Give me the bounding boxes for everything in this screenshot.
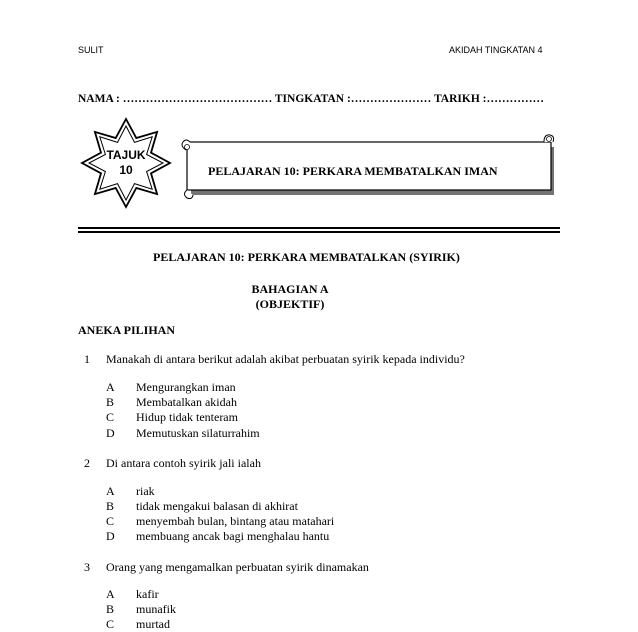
question-text: Di antara contoh syirik jali ialah bbox=[106, 456, 261, 470]
option-text: Mengurangkan iman bbox=[136, 380, 236, 394]
option-item bbox=[106, 587, 159, 602]
question-type-heading: ANEKA PILIHAN bbox=[78, 323, 176, 337]
option-item bbox=[106, 410, 238, 425]
option-item bbox=[106, 602, 176, 617]
option-letter: C bbox=[106, 617, 115, 631]
student-info-line: NAMA : ………………………………… TINGKATAN :………………… TARIKH :…………… bbox=[78, 93, 544, 105]
option-item bbox=[106, 499, 298, 514]
option-text: tidak mengakui balasan di akhirat bbox=[136, 499, 298, 513]
topic-badge-label: TAJUK bbox=[106, 148, 146, 162]
question-number: 1 bbox=[84, 352, 90, 366]
question-text: Orang yang mengamalkan perbuatan syirik dinamakan bbox=[106, 560, 369, 574]
option-letter: A bbox=[106, 380, 115, 394]
option-letter: A bbox=[106, 587, 115, 601]
question-number: 3 bbox=[84, 560, 90, 574]
option-letter: A bbox=[106, 484, 115, 498]
header-left-label: SULIT bbox=[78, 45, 104, 55]
option-item bbox=[106, 380, 236, 395]
option-text: menyembah bulan, bintang atau matahari bbox=[136, 514, 335, 528]
lesson-title: PELAJARAN 10: PERKARA MEMBATALKAN (SYIRIK) bbox=[153, 250, 460, 264]
section-type: (OBJEKTIF) bbox=[255, 297, 325, 311]
section-heading bbox=[230, 282, 350, 312]
option-letter: D bbox=[106, 426, 115, 440]
option-item bbox=[106, 426, 260, 441]
option-letter: D bbox=[106, 529, 115, 543]
section-name: BAHAGIAN A bbox=[251, 282, 329, 296]
option-letter: B bbox=[106, 499, 115, 513]
topic-badge-number: 10 bbox=[119, 163, 133, 177]
option-text: Memutuskan silaturrahim bbox=[136, 426, 260, 440]
option-item bbox=[106, 529, 329, 544]
option-letter: B bbox=[106, 602, 115, 616]
divider-top bbox=[78, 227, 560, 229]
topic-banner-graphic bbox=[0, 0, 638, 240]
option-letter: C bbox=[106, 514, 115, 528]
option-text: kafir bbox=[136, 587, 159, 601]
option-item bbox=[106, 484, 155, 499]
option-letter: C bbox=[106, 410, 115, 424]
option-text: membuang ancak bagi menghalau hantu bbox=[136, 529, 330, 543]
option-text: munafik bbox=[136, 602, 176, 616]
option-text: riak bbox=[136, 484, 155, 498]
option-letter: B bbox=[106, 395, 115, 409]
question-text: Manakah di antara berikut adalah akibat perbuatan syirik kepada individu? bbox=[106, 352, 465, 366]
topic-badge bbox=[91, 148, 161, 178]
option-text: Hidup tidak tenteram bbox=[136, 410, 238, 424]
header-right-label: AKIDAH TINGKATAN 4 bbox=[449, 45, 543, 55]
divider-bottom bbox=[78, 231, 560, 233]
option-text: murtad bbox=[136, 617, 170, 631]
banner-title: PELAJARAN 10: PERKARA MEMBATALKAN IMAN bbox=[208, 164, 498, 178]
option-item bbox=[106, 395, 237, 410]
option-item bbox=[106, 514, 334, 529]
question-number: 2 bbox=[84, 456, 90, 470]
option-text: Membatalkan akidah bbox=[136, 395, 237, 409]
